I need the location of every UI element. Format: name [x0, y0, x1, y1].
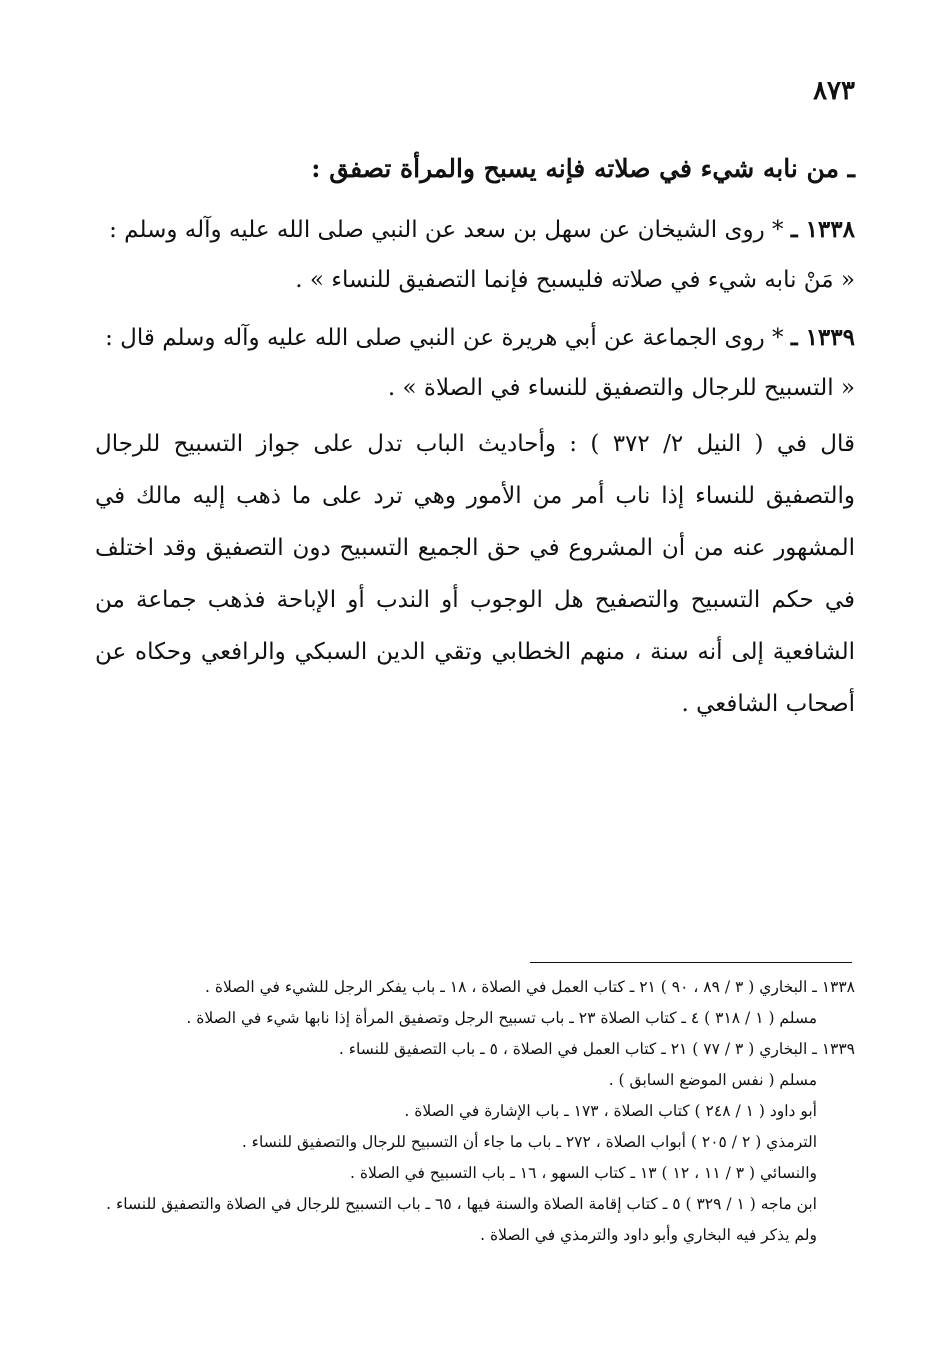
- footnote-line: ١٣٣٩ ـ البخاري ( ٣ / ٧٧ ) ٢١ ـ كتاب العمل في الصلاة ، ٥ ـ باب التصفيق للنساء .: [338, 1040, 855, 1058]
- footnote-line: ١٣٣٨ ـ البخاري ( ٣ / ٨٩ ، ٩٠ ) ٢١ ـ كتاب العمل في الصلاة ، ١٨ ـ باب يفكر الرجل للشيء في الصلاة .: [205, 978, 855, 996]
- footnote-divider: [530, 962, 852, 963]
- page-number: ٨٧٣: [813, 76, 855, 106]
- footnote-line: الترمذي ( ٢ / ٢٠٥ ) أبواب الصلاة ، ٢٧٢ ـ باب ما جاء أن التسبيح للرجال والتصفيق للنساء .: [241, 1133, 817, 1151]
- footnote-line: مسلم ( ١ / ٣١٨ ) ٤ ـ كتاب الصلاة ٢٣ ـ باب تسبيح الرجل وتصفيق المرأة إذا نابها شيء في الصلاة .: [186, 1009, 817, 1027]
- footnote-line: والنسائي ( ٣ / ١١ ، ١٢ ) ١٣ ـ كتاب السهو ، ١٦ ـ باب التسبيح في الصلاة .: [350, 1164, 817, 1182]
- footnote-line: ولم يذكر فيه البخاري وأبو داود والترمذي في الصلاة .: [480, 1226, 817, 1244]
- footnote-line: مسلم ( نفس الموضع السابق ) .: [608, 1071, 817, 1089]
- section-heading: ـ من نابه شيء في صلاته فإنه يسبح والمرأة تصفق :: [311, 154, 855, 183]
- hadith-1338: [95, 205, 855, 305]
- footnote-line: ابن ماجه ( ١ / ٣٢٩ ) ٥ ـ كتاب إقامة الصلاة والسنة فيها ، ٦٥ ـ باب التسبيح للرجال في الصلاة والتصفيق للنساء .: [106, 1195, 817, 1213]
- hadith-1339: [95, 313, 855, 413]
- hadith-number: ١٣٣٨ ـ: [790, 216, 855, 243]
- footnotes-list: [95, 972, 855, 1251]
- hadith-number: ١٣٣٩ ـ: [790, 324, 855, 351]
- commentary-paragraph: قال في ( النيل ٢/ ٣٧٢ ) : وأحاديث الباب تدل على جواز التسبيح للرجال والتصفيق للنساء إذا ناب أمر من الأمور وهي ترد على ما ذهب إليه مالك في المشهور عنه من أن المشروع في حق الجميع التسبيح دون التصفيق وقد اختلف في حكم التسبيح والتصفيح هل الوجوب أو الندب أو الإباحة فذهب جماعة من الشافعية إلى أنه سنة ، منهم الخطابي وتقي الدين السبكي والرافعي وحكاه عن أصحاب الشافعي .: [95, 431, 856, 717]
- hadith-text: * روى الجماعة عن أبي هريرة عن النبي صلى الله عليه وآله وسلم قال : « التسبيح للرجال والتصفيق للنساء في الصلاة » .: [105, 325, 855, 401]
- footnote-line: أبو داود ( ١ / ٢٤٨ ) كتاب الصلاة ، ١٧٣ ـ باب الإشارة في الصلاة .: [404, 1102, 817, 1120]
- hadith-text: * روى الشيخان عن سهل بن سعد عن النبي صلى الله عليه وآله وسلم : « مَنْ نابه شيء في صلاته فليسبح فإنما التصفيق للنساء » .: [109, 217, 855, 293]
